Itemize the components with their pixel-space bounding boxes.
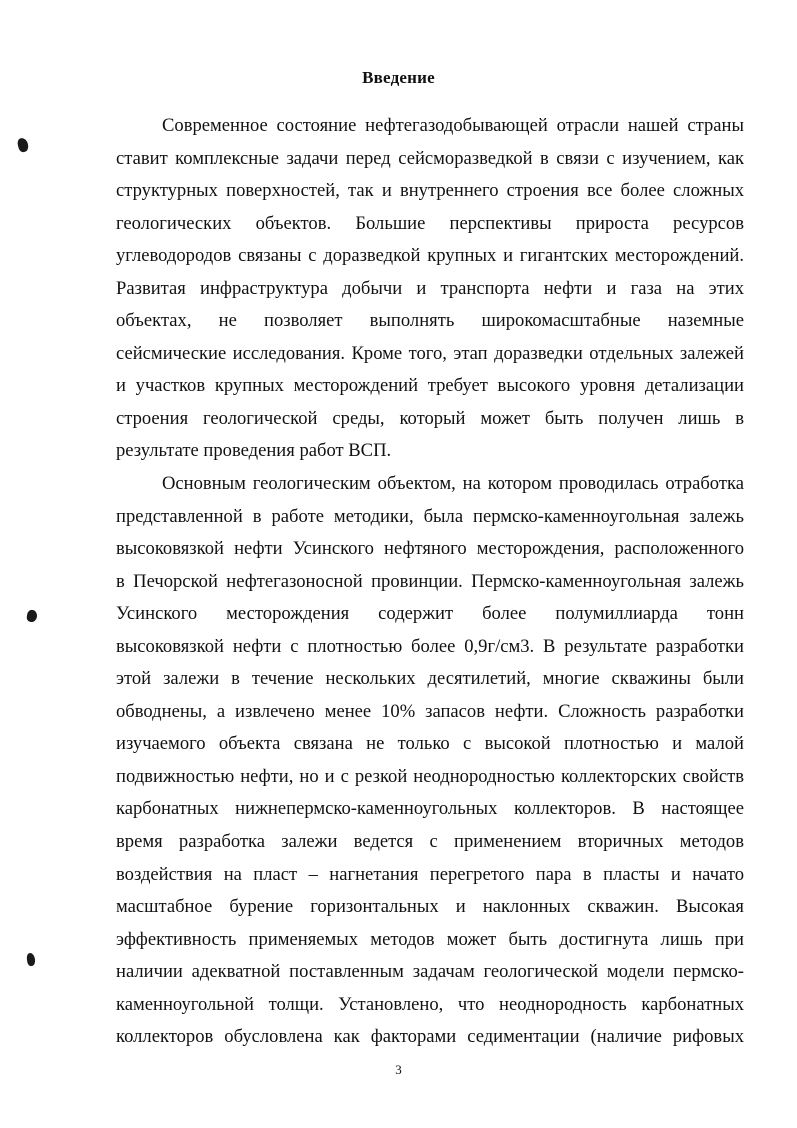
text-line: наличии адекватной поставленным задачам геологической модели пермско- (116, 961, 744, 983)
text-line: масштабное бурение горизонтальных и наклонных скважин. Высокая (116, 896, 744, 918)
page-number: 3 (395, 1062, 402, 1077)
paragraph (116, 468, 744, 1054)
text-line: высоковязкой нефти Усинского нефтяного месторождения, расположенного (116, 538, 744, 560)
body-text (116, 110, 744, 1054)
text-line: обводнены, а извлечено менее 10% запасов нефти. Сложность разработки (116, 700, 744, 722)
scan-mark (16, 137, 29, 153)
text-line: воздействия на пласт – нагнетания перегретого пара в пласты и начато (116, 863, 744, 885)
text-line: время разработка залежи ведется с применением вторичных методов (116, 831, 744, 853)
scan-mark (26, 953, 36, 967)
text-line: Современное состояние нефтегазодобывающей отрасли нашей страны (162, 115, 744, 136)
text-line: результате проведения работ ВСП. (116, 440, 392, 462)
text-line: ставит комплексные задачи перед сейсморазведкой в связи с изучением, как (116, 147, 744, 169)
text-line: объектах, не позволяет выполнять широкомасштабные наземные (116, 310, 744, 332)
text-line: Основным геологическим объектом, на котором проводилась отработка (162, 473, 744, 495)
text-line: геологических объектов. Большие перспективы прироста ресурсов (116, 212, 744, 234)
text-line: строения геологической среды, который может быть получен лишь в (116, 407, 744, 429)
text-line: структурных поверхностей, так и внутреннего строения все более сложных (116, 180, 744, 202)
text-line: сейсмические исследования. Кроме того, этап доразведки отдельных залежей (116, 342, 744, 364)
text-line: представленной в работе методики, была пермско-каменноугольная залежь (116, 505, 744, 527)
text-line: изучаемого объекта связана не только с высокой плотностью и малой (116, 733, 744, 755)
text-line: в Печорской нефтегазоносной провинции. Пермско-каменноугольная залежь (116, 570, 744, 592)
text-line: Усинского месторождения содержит более полумиллиарда тонн (116, 603, 744, 625)
paragraph (116, 110, 744, 468)
text-line: каменноугольной толщи. Установлено, что неоднородность карбонатных (116, 993, 744, 1015)
text-line: Развитая инфраструктура добычи и транспорта нефти и газа на этих (116, 277, 744, 299)
text-line: углеводородов связаны с доразведкой крупных и гигантских месторождений. (116, 245, 744, 267)
page-title: Введение (362, 68, 435, 87)
text-line: этой залежи в течение нескольких десятилетий, многие скважины были (116, 668, 744, 690)
text-line: высоковязкой нефти с плотностью более 0,9г/см3. В результате разработки (116, 635, 744, 657)
text-line: и участков крупных месторождений требует высокого уровня детализации (116, 375, 744, 397)
text-line: коллекторов обусловлена как факторами седиментации (наличие рифовых (116, 1026, 744, 1048)
text-line: эффективность применяемых методов может быть достигнута лишь при (116, 928, 744, 950)
text-line: карбонатных нижнепермско-каменноугольных коллекторов. В настоящее (116, 798, 744, 820)
text-line: подвижностью нефти, но и с резкой неоднородностью коллекторских свойств (116, 765, 744, 787)
scan-mark (26, 609, 38, 623)
